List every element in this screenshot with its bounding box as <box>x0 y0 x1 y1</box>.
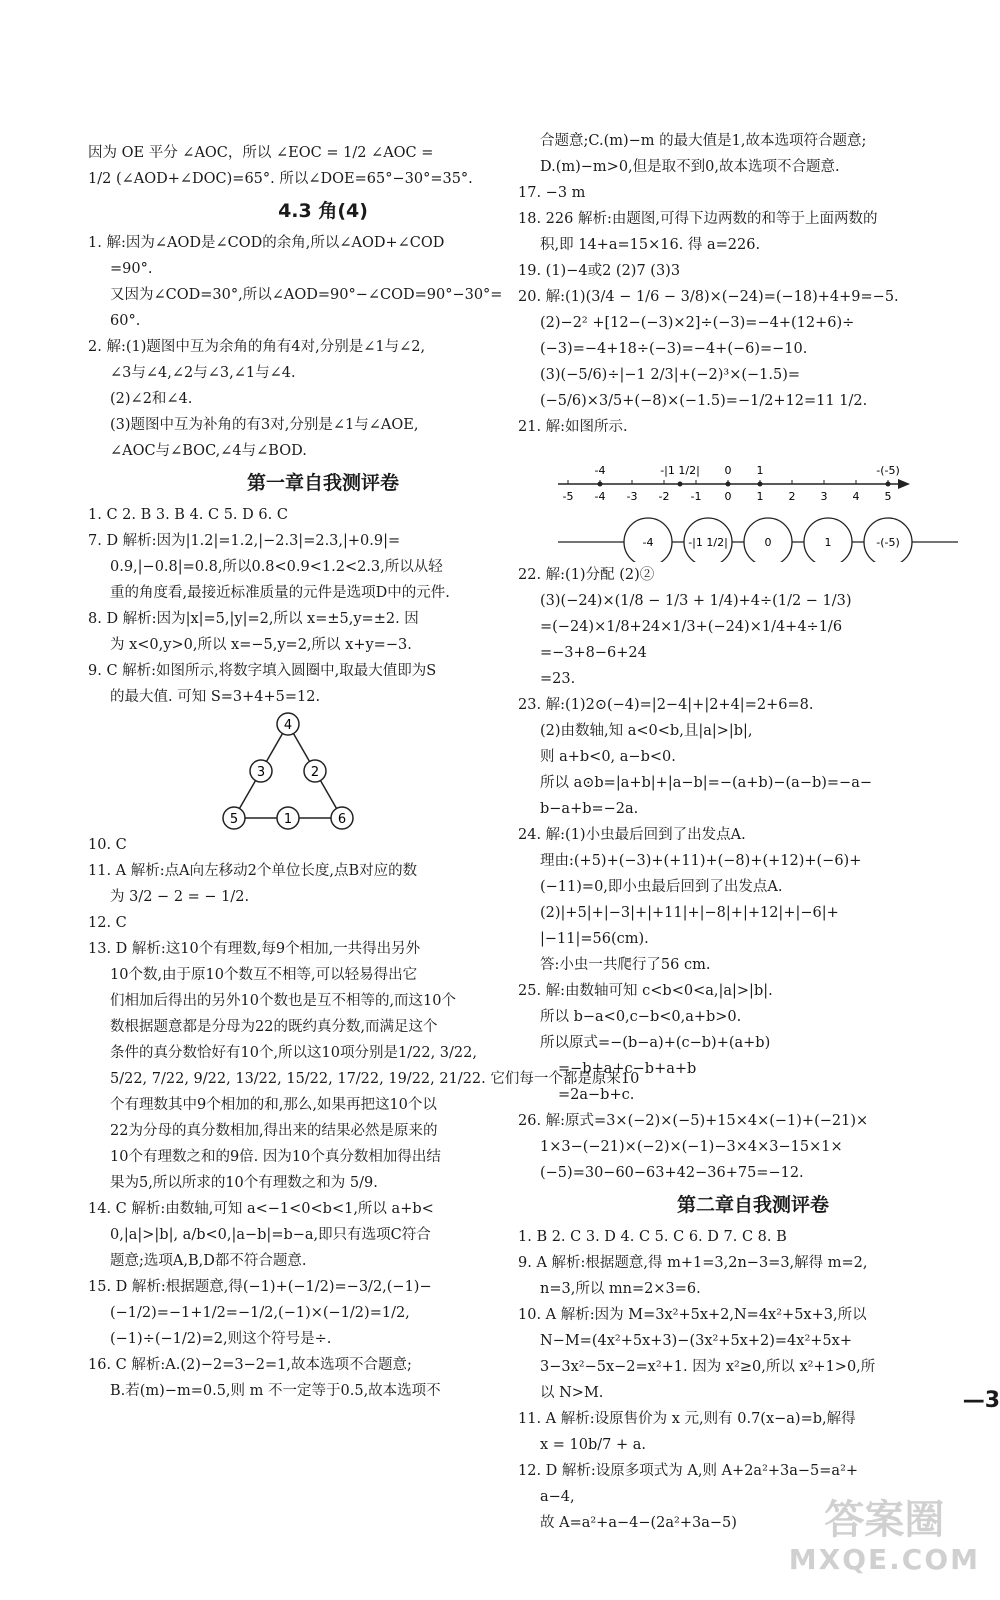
node-label: 3 <box>256 765 266 780</box>
node-label: 1 <box>283 812 293 827</box>
number-circle-label: -(-5) <box>876 536 900 549</box>
circle-group <box>624 518 912 562</box>
text-line: 重的角度看,最接近标准质量的元件是选项D中的元件. <box>110 585 450 601</box>
number-line-figure <box>518 440 988 562</box>
tick-label: 1 <box>756 490 764 503</box>
text-line: 1/2 (∠AOD+∠DOC)=65°. 所以∠DOE=65°−30°=35°. <box>88 171 473 187</box>
text-line: x = 10b/7 + a. <box>540 1437 647 1453</box>
text-line: b−a+b=−2a. <box>540 801 639 817</box>
question-2 <box>88 334 558 464</box>
text-line: 理由:(+5)+(−3)+(+11)+(−8)+(+12)+(−6)+ <box>540 853 862 869</box>
text-line: 个有理数其中9个相加的和,那么,如果再把这10个以 <box>110 1097 437 1113</box>
text-line: 果为5,所以所求的10个有理数之和为 5/9. <box>110 1175 378 1191</box>
text-line: (2)−2² +[12−(−3)×2]÷(−3)=−4+(12+6)÷ <box>540 315 855 331</box>
text-line: 18. 226 解析:由题图,可得下边两数的和等于上面两数的 <box>518 211 878 227</box>
text-line: 7. D 解析:因为|1.2|=1.2,|−2.3|=2.3,|+0.9|= <box>88 533 401 549</box>
tick-label: -2 <box>658 490 670 503</box>
question-23 <box>518 692 988 822</box>
text-line: (2)∠2和∠4. <box>110 391 193 407</box>
text-line: 10. A 解析:因为 M=3x²+5x+2,N=4x²+5x+3,所以 <box>518 1307 867 1323</box>
text-line: 14. C 解析:由数轴,可知 a<−1<0<b<1,所以 a+b< <box>88 1201 434 1217</box>
watermark-url: MXQE.COM <box>788 1543 980 1576</box>
text-line: N−M=(4x²+5x+3)−(3x²+5x+2)=4x²+5x+ <box>540 1333 852 1349</box>
text-line: (2)|+5|+|−3|+|+11|+|−8|+|+12|+|−6|+ <box>540 905 839 921</box>
question-17: 17. −3 m <box>518 185 586 201</box>
text-line: 22为分母的真分数相加,得出来的结果必然是原来的 <box>110 1123 438 1139</box>
node-label: 2 <box>310 765 320 780</box>
text-line: 因为 OE 平分 ∠AOC，所以 ∠EOC = 1/2 ∠AOC = <box>88 145 434 161</box>
text-line: 1×3−(−21)×(−2)×(−1)−3×4×3−15×1× <box>540 1139 843 1155</box>
section-title-chapter-1: 第一章自我测评卷 <box>246 472 399 494</box>
section-title-4-3: 4.3 角(4) <box>278 200 368 222</box>
text-line: (−1/2)=−1+1/2=−1/2,(−1)×(−1/2)=1/2, <box>110 1305 410 1321</box>
text-line: 9. A 解析:根据题意,得 m+1=3,2n−3=3,解得 m=2, <box>518 1255 868 1271</box>
number-circle-label: 1 <box>824 536 832 549</box>
text-line: 8. D 解析:因为|x|=5,|y|=2,所以 x=±5,y=±2. 因 <box>88 611 419 627</box>
question-1 <box>88 230 558 334</box>
watermark-text: 答案圈 <box>824 1497 945 1543</box>
point-dot <box>886 482 891 487</box>
text-line: 25. 解:由数轴可知 c<b<0<a,|a|>|b|. <box>518 983 773 999</box>
question-16-continued <box>518 128 988 180</box>
text-line: 15. D 解析:根据题意,得(−1)+(−1/2)=−3/2,(−1)− <box>88 1279 432 1295</box>
text-line: 题意;选项A,B,D都不符合题意. <box>110 1253 307 1269</box>
question-26 <box>518 1108 988 1186</box>
text-line: 0.9,|−0.8|=0.8,所以0.8<0.9<1.2<2.3,所以从轻 <box>110 559 443 575</box>
node-label: 4 <box>283 718 293 733</box>
question-18 <box>518 206 988 258</box>
text-line: (−1)÷(−1/2)=2,则这个符号是÷. <box>110 1331 332 1347</box>
text-line: 为 3/2 − 2 = − 1/2. <box>110 889 250 905</box>
text-line: (2)由数轴,知 a<0<b,且|a|>|b|, <box>540 723 753 739</box>
text-line: 16. C 解析:A.(2)−2=3−2=1,故本选项不合题意; <box>88 1357 412 1373</box>
text-line: =−3+8−6+24 <box>540 645 647 661</box>
node-label: 6 <box>337 812 347 827</box>
question-25 <box>518 978 988 1108</box>
text-line: 22. 解:(1)分配 (2)② <box>518 567 655 583</box>
text-line: 24. 解:(1)小虫最后回到了出发点A. <box>518 827 746 843</box>
text-line: 们相加后得出的另外10个数也是互不相等的,而这10个 <box>110 993 457 1009</box>
page-number <box>963 1388 1000 1413</box>
text-line: =−b+a+c−b+a+b <box>558 1061 697 1077</box>
text-line: 以 N>M. <box>540 1385 604 1401</box>
right-column <box>518 0 988 1536</box>
tick-label: 4 <box>852 490 860 503</box>
number-circle-label: 0 <box>764 536 772 549</box>
text-line: =(−24)×1/8+24×1/3+(−24)×1/4+4÷1/6 <box>540 619 843 635</box>
point-label: -(-5) <box>876 464 900 477</box>
point-label: 0 <box>724 464 732 477</box>
text-line: (−11)=0,即小虫最后回到了出发点A. <box>540 879 783 895</box>
text-line: 26. 解:原式=3×(−2)×(−5)+15×4×(−1)+(−21)× <box>518 1113 869 1129</box>
text-line: (−5)=30−60−63+42−36+75=−12. <box>540 1165 804 1181</box>
text-line: 13. D 解析:这10个有理数,每9个相加,一共得出另外 <box>88 941 421 957</box>
text-line: a−4, <box>540 1489 575 1505</box>
point-label: 1 <box>756 464 764 477</box>
point-dot <box>598 482 603 487</box>
c2-question-10 <box>518 1302 988 1406</box>
question-14 <box>88 1196 558 1274</box>
page-number-value: 3 <box>984 1388 1000 1413</box>
question-11 <box>88 858 558 910</box>
tick-label: 2 <box>788 490 796 503</box>
text-line: 数根据题意都是分母为22的既约真分数,而满足这个 <box>110 1019 438 1035</box>
question-21: 21. 解:如图所示. <box>518 419 628 435</box>
answers-1-6: 1. C 2. B 3. B 4. C 5. D 6. C <box>88 507 288 523</box>
text-line: 2. 解:(1)题图中互为余角的角有4对,分别是∠1与∠2, <box>88 339 426 355</box>
c2-answers-1-8: 1. B 2. C 3. D 4. C 5. C 6. D 7. C 8. B <box>518 1229 787 1245</box>
triangle-figure <box>88 710 558 832</box>
question-10: 10. C <box>88 837 127 853</box>
text-line: |−11|=56(cm). <box>540 931 649 947</box>
c2-question-9 <box>518 1250 988 1302</box>
text-line: (3)(−24)×(1/8 − 1/3 + 1/4)+4÷(1/2 − 1/3) <box>540 593 852 609</box>
text-line: 10个数,由于原10个数互不相等,可以轻易得出它 <box>110 967 418 983</box>
text-line: (−5/6)×3/5+(−8)×(−1.5)=−1/2+12=11 1/2. <box>540 393 868 409</box>
question-12: 12. C <box>88 915 127 931</box>
section-title-chapter-2: 第二章自我测评卷 <box>676 1194 829 1216</box>
question-7 <box>88 528 558 606</box>
c2-question-11 <box>518 1406 988 1458</box>
tick-label: 3 <box>820 490 828 503</box>
triangle-diagram <box>218 710 358 832</box>
text-line: 又因为∠COD=30°,所以∠AOD=90°−∠COD=90°−30°= <box>110 287 503 303</box>
text-line: 5/22, 7/22, 9/22, 13/22, 15/22, 17/22, 19/22, 21/22. 它们每一个都是原来10 <box>110 1071 640 1087</box>
text-line: 合题意;C.(m)−m 的最大值是1,故本选项符合题意; <box>540 133 867 149</box>
question-22 <box>518 562 988 692</box>
page-number-dash: — <box>962 1388 985 1413</box>
text-line: 0,|a|>|b|, a/b<0,|a−b|=b−a,即只有选项C符合 <box>110 1227 431 1243</box>
text-line: 11. A 解析:点A向左移动2个单位长度,点B对应的数 <box>88 863 418 879</box>
text-line: =23. <box>540 671 576 687</box>
number-circle-label: -|1 1/2| <box>688 536 728 549</box>
text-line: 23. 解:(1)2⊙(−4)=|2−4|+|2+4|=2+6=8. <box>518 697 814 713</box>
point-label: -|1 1/2| <box>660 464 700 477</box>
question-9 <box>88 658 558 710</box>
text-line: (3)(−5/6)÷|−1 2/3|+(−2)³×(−1.5)= <box>540 367 801 383</box>
text-line: ∠AOC与∠BOC,∠4与∠BOD. <box>110 443 307 459</box>
text-line: 12. D 解析:设原多项式为 A,则 A+2a²+3a−5=a²+ <box>518 1463 859 1479</box>
point-dot <box>678 482 683 487</box>
intro-block <box>88 140 558 192</box>
text-line: 20. 解:(1)(3/4 − 1/6 − 3/8)×(−24)=(−18)+4+9=−5. <box>518 289 899 305</box>
text-line: 条件的真分数恰好有10个,所以这10项分别是1/22, 3/22, <box>110 1045 477 1061</box>
text-line: =2a−b+c. <box>558 1087 635 1103</box>
tick-label: -4 <box>594 490 606 503</box>
tick-label: -3 <box>626 490 638 503</box>
watermark <box>788 1497 980 1580</box>
axis-arrow <box>898 479 910 489</box>
text-line: n=3,所以 mn=2×3=6. <box>540 1281 701 1297</box>
text-line: 所以 b−a<0,c−b<0,a+b>0. <box>540 1009 742 1025</box>
text-line: 10个有理数之和的9倍. 因为10个真分数相加得出结 <box>110 1149 441 1165</box>
text-line: ∠3与∠4,∠2与∠3,∠1与∠4. <box>110 365 296 381</box>
question-24 <box>518 822 988 978</box>
tick-label: 5 <box>884 490 892 503</box>
point-label: -4 <box>594 464 606 477</box>
question-16 <box>88 1352 558 1404</box>
text-line: =90°. <box>110 261 153 277</box>
tick-label: 0 <box>724 490 732 503</box>
text-line: B.若(m)−m=0.5,则 m 不一定等于0.5,故本选项不 <box>110 1383 441 1399</box>
text-line: 答:小虫一共爬行了56 cm. <box>540 957 711 973</box>
text-line: 所以原式=−(b−a)+(c−b)+(a+b) <box>540 1035 771 1051</box>
text-line: 9. C 解析:如图所示,将数字填入圆圈中,取最大值即为S <box>88 663 437 679</box>
text-line: 60°. <box>110 313 141 329</box>
text-line: D.(m)−m>0,但是取不到0,故本选项不合题意. <box>540 159 840 175</box>
question-19: 19. (1)−4或2 (2)7 (3)3 <box>518 263 681 279</box>
point-dot <box>758 482 763 487</box>
text-line: 故 A=a²+a−4−(2a²+3a−5) <box>540 1515 737 1531</box>
text-line: 11. A 解析:设原售价为 x 元,则有 0.7(x−a)=b,解得 <box>518 1411 856 1427</box>
text-line: 所以 a⊙b=|a+b|+|a−b|=−(a+b)−(a−b)=−a− <box>540 775 872 791</box>
question-20 <box>518 284 988 414</box>
text-line: 为 x<0,y>0,所以 x=−5,y=2,所以 x+y=−3. <box>110 637 412 653</box>
text-line: (−3)=−4+18÷(−3)=−4+(−6)=−10. <box>540 341 808 357</box>
number-circle-label: -4 <box>642 536 654 549</box>
question-8 <box>88 606 558 658</box>
number-line-diagram <box>518 440 988 562</box>
text-line: (3)题图中互为补角的有3对,分别是∠1与∠AOE, <box>110 417 419 433</box>
text-line: 1. 解:因为∠AOD是∠COD的余角,所以∠AOD+∠COD <box>88 235 445 251</box>
question-15 <box>88 1274 558 1352</box>
point-dot <box>726 482 731 487</box>
text-line: 则 a+b<0, a−b<0. <box>540 749 676 765</box>
text-line: 3−3x²−5x−2=x²+1. 因为 x²≥0,所以 x²+1>0,所 <box>540 1359 876 1375</box>
text-line: 的最大值. 可知 S=3+4+5=12. <box>110 689 321 705</box>
tick-label: -1 <box>690 490 702 503</box>
tick-label: -5 <box>562 490 574 503</box>
text-line: 积,即 14+a=15×16. 得 a=226. <box>540 237 761 253</box>
node-label: 5 <box>229 812 239 827</box>
